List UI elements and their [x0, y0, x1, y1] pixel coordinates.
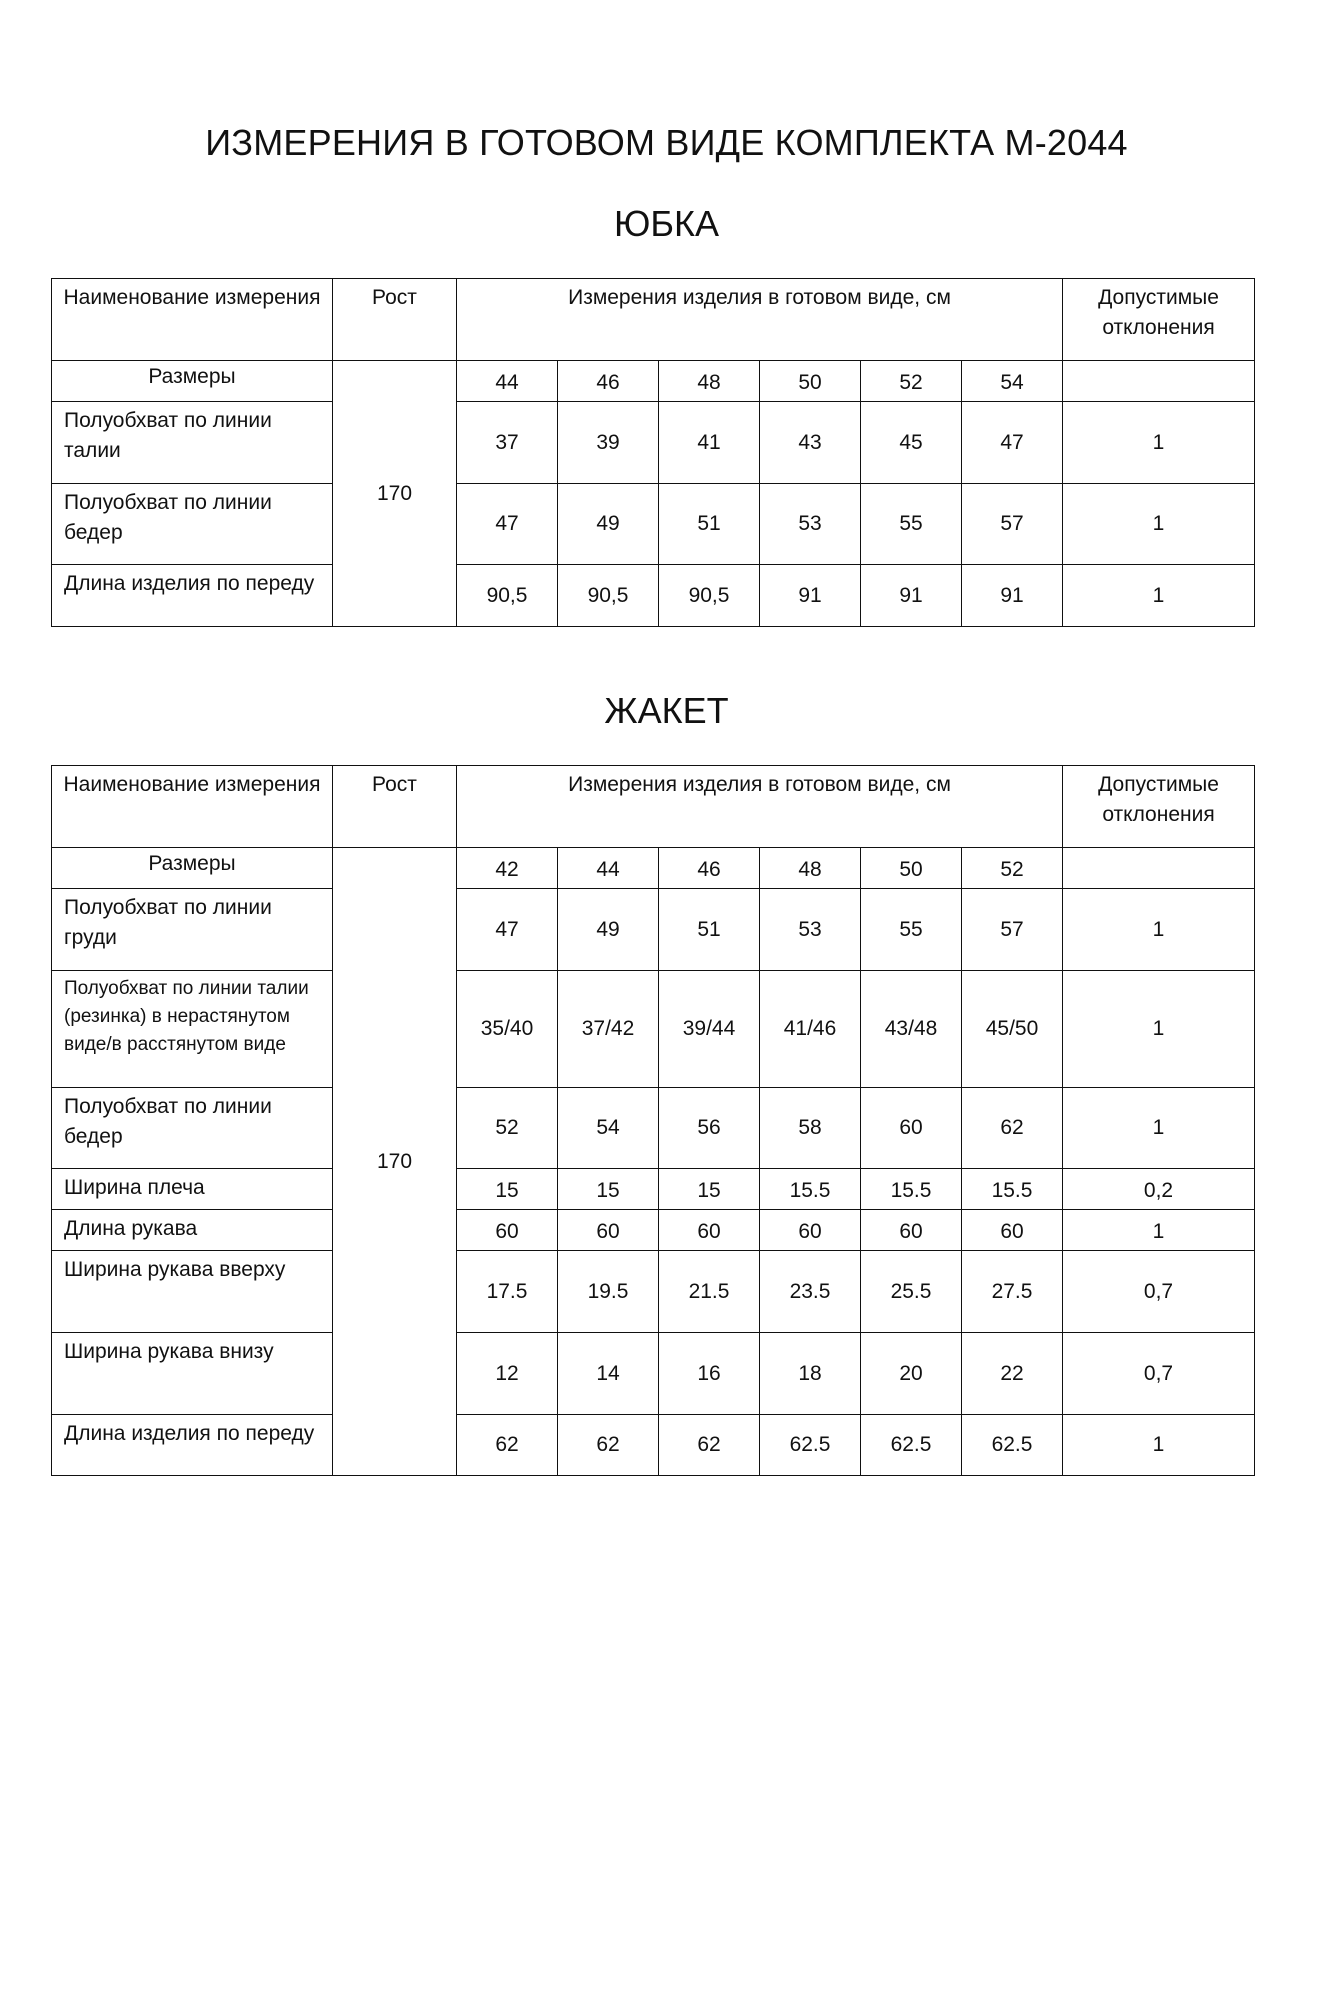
tolerance-value: 1 [1063, 484, 1255, 565]
tolerance-value: 1 [1063, 1210, 1255, 1251]
jacket-sizes-row [52, 848, 1255, 889]
measurement-value: 41 [659, 402, 760, 484]
measurement-value: 37 [457, 402, 558, 484]
measurement-value: 60 [760, 1210, 861, 1251]
measurement-value: 14 [558, 1333, 659, 1415]
measurement-value: 15.5 [760, 1169, 861, 1210]
jacket-size: 50 [861, 848, 962, 889]
jacket-size: 46 [659, 848, 760, 889]
jacket-size: 44 [558, 848, 659, 889]
measurement-name: Ширина рукава внизу [52, 1333, 333, 1415]
measurement-value: 39/44 [659, 971, 760, 1088]
measurement-value: 56 [659, 1088, 760, 1169]
page-title: ИЗМЕРЕНИЯ В ГОТОВОМ ВИДЕ КОМПЛЕКТА М-2044 [205, 122, 1128, 163]
measurement-value: 22 [962, 1333, 1063, 1415]
measurement-value: 57 [962, 889, 1063, 971]
measurement-value: 35/40 [457, 971, 558, 1088]
skirt-height-value: 170 [333, 361, 457, 627]
measurement-value: 52 [457, 1088, 558, 1169]
tolerance-value: 0,2 [1063, 1169, 1255, 1210]
skirt-header-tolerance: Допустимые отклонения [1063, 279, 1255, 361]
skirt-size: 48 [659, 361, 760, 402]
table-row [52, 1415, 1255, 1476]
measurement-value: 15 [457, 1169, 558, 1210]
table-row [52, 1088, 1255, 1169]
measurement-value: 60 [457, 1210, 558, 1251]
jacket-sizes-tolerance-empty [1063, 848, 1255, 889]
skirt-size: 46 [558, 361, 659, 402]
jacket-header-height: Рост [333, 766, 457, 848]
measurement-name: Полуобхват по линии бедер [52, 1088, 333, 1169]
tolerance-value: 1 [1063, 565, 1255, 627]
tolerance-value: 1 [1063, 402, 1255, 484]
measurement-value: 55 [861, 889, 962, 971]
skirt-size: 54 [962, 361, 1063, 402]
measurement-value: 62.5 [962, 1415, 1063, 1476]
table-row [52, 402, 1255, 484]
jacket-header-tolerance: Допустимые отклонения [1063, 766, 1255, 848]
skirt-sizes-label: Размеры [52, 361, 333, 402]
measurement-value: 45 [861, 402, 962, 484]
measurement-value: 58 [760, 1088, 861, 1169]
measurement-name: Ширина рукава вверху [52, 1251, 333, 1333]
skirt-size: 44 [457, 361, 558, 402]
skirt-header-row [52, 279, 1255, 361]
measurement-name: Длина изделия по переду [52, 565, 333, 627]
measurement-name: Полуобхват по линии груди [52, 889, 333, 971]
measurement-name: Полуобхват по линии бедер [52, 484, 333, 565]
measurement-value: 55 [861, 484, 962, 565]
measurement-value: 91 [962, 565, 1063, 627]
tolerance-value: 0,7 [1063, 1251, 1255, 1333]
measurement-name: Длина рукава [52, 1210, 333, 1251]
table-row [52, 1333, 1255, 1415]
measurement-name: Длина изделия по переду [52, 1415, 333, 1476]
jacket-size: 42 [457, 848, 558, 889]
tolerance-value: 0,7 [1063, 1333, 1255, 1415]
measurement-value: 51 [659, 889, 760, 971]
measurement-value: 90,5 [558, 565, 659, 627]
measurement-value: 19.5 [558, 1251, 659, 1333]
measurement-value: 39 [558, 402, 659, 484]
tolerance-value: 1 [1063, 971, 1255, 1088]
measurement-value: 12 [457, 1333, 558, 1415]
table-row [52, 484, 1255, 565]
measurement-value: 47 [457, 484, 558, 565]
table-row [52, 565, 1255, 627]
measurement-value: 17.5 [457, 1251, 558, 1333]
table-row [52, 889, 1255, 971]
jacket-size: 48 [760, 848, 861, 889]
measurement-value: 51 [659, 484, 760, 565]
table-row [52, 971, 1255, 1088]
measurement-value: 25.5 [861, 1251, 962, 1333]
measurement-name: Полуобхват по линии талии [52, 402, 333, 484]
jacket-header-name: Наименование измерения [52, 766, 333, 848]
jacket-header-row [52, 766, 1255, 848]
measurement-value: 60 [962, 1210, 1063, 1251]
measurement-value: 60 [861, 1210, 962, 1251]
skirt-size: 52 [861, 361, 962, 402]
measurement-value: 60 [659, 1210, 760, 1251]
measurement-value: 16 [659, 1333, 760, 1415]
measurement-value: 49 [558, 889, 659, 971]
measurement-value: 91 [760, 565, 861, 627]
measurement-value: 62.5 [861, 1415, 962, 1476]
skirt-header-height: Рост [333, 279, 457, 361]
tolerance-value: 1 [1063, 889, 1255, 971]
measurement-value: 49 [558, 484, 659, 565]
jacket-sizes-label: Размеры [52, 848, 333, 889]
jacket-height-value: 170 [333, 848, 457, 1476]
jacket-size: 52 [962, 848, 1063, 889]
measurement-value: 62.5 [760, 1415, 861, 1476]
measurement-value: 15 [558, 1169, 659, 1210]
measurement-value: 23.5 [760, 1251, 861, 1333]
measurement-value: 90,5 [659, 565, 760, 627]
measurement-name: Ширина плеча [52, 1169, 333, 1210]
measurement-value: 37/42 [558, 971, 659, 1088]
jacket-heading: ЖАКЕТ [604, 690, 729, 731]
measurement-value: 15.5 [861, 1169, 962, 1210]
measurement-value: 62 [659, 1415, 760, 1476]
measurement-value: 60 [861, 1088, 962, 1169]
measurement-value: 43/48 [861, 971, 962, 1088]
measurement-value: 53 [760, 889, 861, 971]
measurement-value: 41/46 [760, 971, 861, 1088]
measurement-value: 60 [558, 1210, 659, 1251]
measurement-value: 18 [760, 1333, 861, 1415]
skirt-sizes-row [52, 361, 1255, 402]
measurement-value: 53 [760, 484, 861, 565]
jacket-header-measurements: Измерения изделия в готовом виде, см [457, 766, 1063, 848]
skirt-table [51, 278, 1255, 627]
measurement-value: 62 [457, 1415, 558, 1476]
measurement-name: Полуобхват по линии талии (резинка) в нерастянутом виде/в расстянутом виде [52, 971, 333, 1088]
measurement-value: 15.5 [962, 1169, 1063, 1210]
measurement-value: 62 [962, 1088, 1063, 1169]
table-row [52, 1251, 1255, 1333]
measurement-value: 15 [659, 1169, 760, 1210]
measurement-value: 62 [558, 1415, 659, 1476]
measurement-value: 90,5 [457, 565, 558, 627]
jacket-table [51, 765, 1255, 1476]
tolerance-value: 1 [1063, 1415, 1255, 1476]
measurement-value: 27.5 [962, 1251, 1063, 1333]
measurement-value: 21.5 [659, 1251, 760, 1333]
measurement-value: 57 [962, 484, 1063, 565]
measurement-value: 47 [962, 402, 1063, 484]
skirt-header-name: Наименование измерения [52, 279, 333, 361]
tolerance-value: 1 [1063, 1088, 1255, 1169]
measurement-value: 54 [558, 1088, 659, 1169]
skirt-header-measurements: Измерения изделия в готовом виде, см [457, 279, 1063, 361]
table-row [52, 1210, 1255, 1251]
measurement-value: 20 [861, 1333, 962, 1415]
measurement-value: 91 [861, 565, 962, 627]
skirt-sizes-tolerance-empty [1063, 361, 1255, 402]
measurement-value: 43 [760, 402, 861, 484]
measurement-value: 45/50 [962, 971, 1063, 1088]
table-row [52, 1169, 1255, 1210]
skirt-heading: ЮБКА [614, 203, 719, 244]
skirt-size: 50 [760, 361, 861, 402]
measurement-value: 47 [457, 889, 558, 971]
